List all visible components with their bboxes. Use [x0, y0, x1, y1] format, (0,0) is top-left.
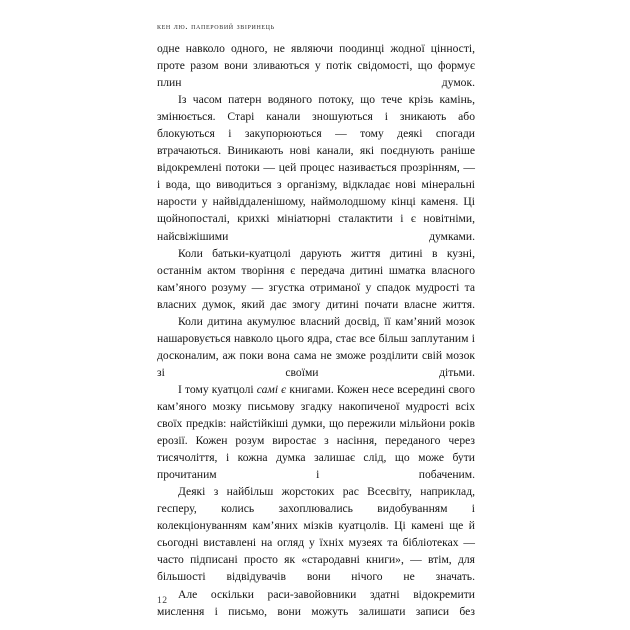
paragraph-2: Із часом патерн водяного потоку, що тече крізь камінь, змінюється. Старі канали зношуються і зникають або блокуються і закупорюються — тому деякі спогади втрачаються. Виникають нові канали, які поєднують раніше відокремлені потоки — цей процес називається прозрінням, — і вода, що виводиться з організму, відкладає нові мінеральні нарости у найвіддаленішому, наймолодшому кінці каменя. Ці щойнопосталі, крихкі мініатюрні сталактити і є новітніми, найсвіжішими думками.: [157, 93, 475, 243]
paragraph-6: Деякі з найбільш жорстоких рас Всесвіту, наприклад, гесперу, колись захоплювались видобуванням і колекціонуванням кам’яних мізків куатцолів. Ці камені ще й сьогодні виставлені на огляд у їхніх музеях та бібліотеках — часто підписані просто як «стародавні книги», — втім, для більшості відвідувачів вони нічого не значать.: [157, 485, 475, 584]
running-head: кен лю. паперовий звіринець: [157, 21, 275, 31]
paragraph-5-tail: книгами. Кожен несе всередині свого кам’яного мозку письмову згадку накопиченої мудрості всіх своїх предків: найстійкіші думки, що пережили мільйони років ерозії. Кожен розум виростає з насіння, переданого через тисячоліття, і кожна думка залишає слід, що може бути прочитаним і побаченим.: [157, 382, 476, 482]
paragraph-5-lead: І тому куатцолі: [178, 382, 257, 396]
paragraph-3: Коли батьки-куатцолі дарують життя дитині в кузні, останнім актом творіння є передача дитині шматка власного кам’яного розуму — згустка отриманої у спадок мудрості та власних думок, який дає змогу дитині почати власне життя.: [157, 246, 475, 311]
paragraph-5: [157, 381, 475, 483]
page-number: 12: [157, 595, 168, 606]
paragraph-4: Коли дитина акумулює власний досвід, її кам’яний мозок нашаровується навколо цього ядра, стає все більш заплутаним і досконалим, аж поки вона сама не зможе розділити свій мозок зі своїми дітьми.: [157, 314, 475, 379]
paragraph-5-emphasis: самі є: [256, 382, 287, 396]
body-text-block: [157, 40, 475, 620]
paragraph-7: Але оскільки раси-завойовники здатні відокремити мислення і письмо, вони можуть залишати записи без: [157, 587, 475, 618]
paragraph-1: одне навколо одного, не являючи поодинці жодної цінності, проте разом вони зливаються у потік свідомості, що формує плин думок.: [157, 42, 475, 90]
